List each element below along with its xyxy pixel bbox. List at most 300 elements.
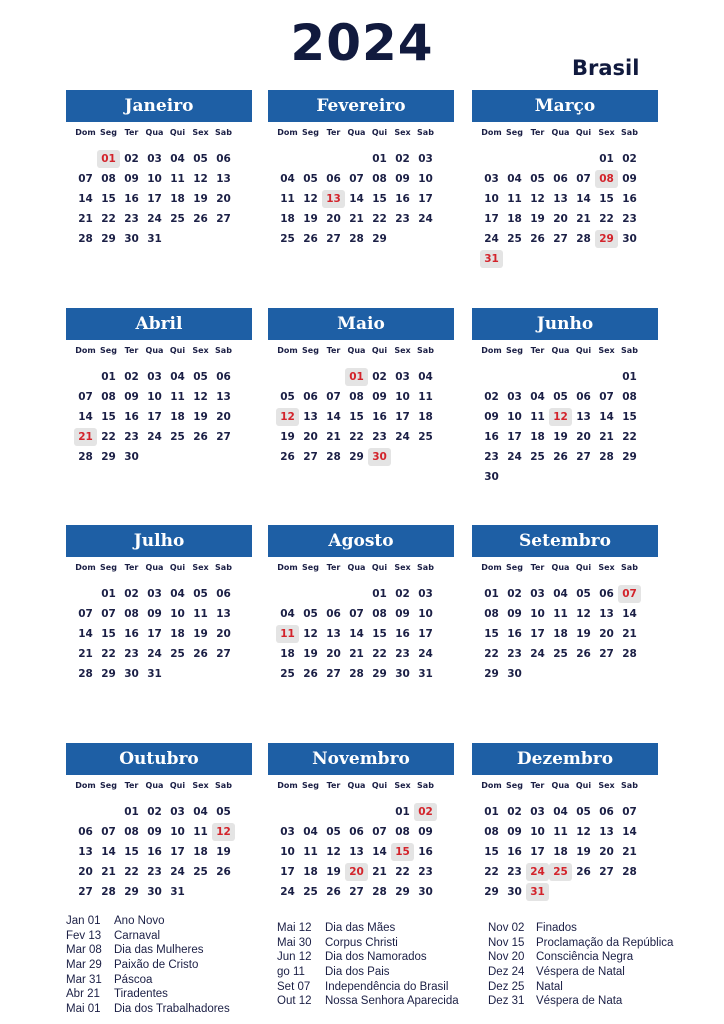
day-cell: 21 bbox=[326, 431, 341, 443]
day-cell: 06 bbox=[303, 391, 318, 403]
empty-day-cell bbox=[595, 250, 618, 268]
day-cell: 07 bbox=[576, 173, 591, 185]
holiday-name: Véspera de Natal bbox=[536, 966, 625, 979]
week-row bbox=[74, 644, 252, 664]
day-cell: 13 bbox=[303, 411, 318, 423]
week-row bbox=[74, 229, 252, 249]
holiday-entry bbox=[66, 943, 230, 958]
day-cell: 04 bbox=[280, 173, 295, 185]
day-cell: 30 bbox=[622, 233, 637, 245]
weekday-label: Qua bbox=[347, 781, 366, 790]
week-row bbox=[74, 447, 252, 467]
day-cell: 18 bbox=[303, 866, 318, 878]
empty-day-cell bbox=[618, 665, 641, 683]
weekday-label: Qui bbox=[575, 781, 592, 790]
weekday-label: Qua bbox=[551, 346, 570, 355]
day-cell: 06 bbox=[216, 153, 231, 165]
day-cell: 02 bbox=[124, 153, 139, 165]
weekday-label: Dom bbox=[75, 563, 96, 572]
day-cell: 11 bbox=[418, 391, 433, 403]
day-cell: 08 bbox=[372, 608, 387, 620]
day-cell: 23 bbox=[395, 648, 410, 660]
week-row bbox=[480, 209, 658, 229]
day-cell: 11 bbox=[553, 826, 568, 838]
day-cell: 10 bbox=[418, 608, 433, 620]
day-cell: 09 bbox=[124, 173, 139, 185]
day-cell: 19 bbox=[576, 628, 591, 640]
day-cell: 27 bbox=[216, 213, 231, 225]
weekday-label: Ter bbox=[124, 563, 139, 572]
day-cell: 20 bbox=[599, 628, 614, 640]
day-cell: 21 bbox=[599, 431, 614, 443]
week-row bbox=[480, 407, 658, 427]
empty-day-cell bbox=[212, 448, 235, 466]
day-cell: 18 bbox=[280, 648, 295, 660]
day-cell: 03 bbox=[530, 806, 545, 818]
week-row bbox=[480, 842, 658, 862]
day-cell: 10 bbox=[418, 173, 433, 185]
day-cell: 17 bbox=[418, 193, 433, 205]
day-cell: 05 bbox=[193, 153, 208, 165]
day-cell: 27 bbox=[326, 233, 341, 245]
week-row bbox=[74, 407, 252, 427]
empty-day-cell bbox=[414, 448, 437, 466]
weekday-label: Qui bbox=[169, 563, 186, 572]
day-cell: 16 bbox=[124, 628, 139, 640]
day-cell: 04 bbox=[418, 371, 433, 383]
day-cell: 26 bbox=[193, 648, 208, 660]
day-cell: 22 bbox=[484, 866, 499, 878]
day-cell: 18 bbox=[170, 193, 185, 205]
day-cell: 02 bbox=[372, 371, 387, 383]
day-cell: 13 bbox=[216, 608, 231, 620]
holiday-name: Dia dos Pais bbox=[325, 966, 390, 979]
day-cell: 07 bbox=[599, 391, 614, 403]
week-row bbox=[480, 802, 658, 822]
day-cell: 20 bbox=[78, 866, 93, 878]
weekday-label: Ter bbox=[530, 128, 545, 137]
day-cell: 01 bbox=[101, 588, 116, 600]
day-cell: 18 bbox=[553, 628, 568, 640]
day-cell: 03 bbox=[147, 371, 162, 383]
day-cell: 13 bbox=[599, 608, 614, 620]
holiday-date: Nov 15 bbox=[488, 936, 525, 949]
day-cell: 06 bbox=[326, 608, 341, 620]
day-cell: 09 bbox=[622, 173, 637, 185]
day-cell: 22 bbox=[101, 213, 116, 225]
weekday-label: Qua bbox=[145, 563, 164, 572]
empty-day-cell bbox=[391, 448, 414, 466]
day-cell: 04 bbox=[530, 391, 545, 403]
week-row bbox=[276, 644, 454, 664]
holiday-date: Mai 30 bbox=[277, 936, 312, 949]
year-title: 2024 bbox=[290, 14, 434, 72]
day-cell: 09 bbox=[418, 826, 433, 838]
weekday-label: Seg bbox=[100, 781, 117, 790]
holiday-day-cell: 24 bbox=[526, 863, 549, 881]
week-row bbox=[276, 367, 454, 387]
weekday-label: Sab bbox=[215, 128, 232, 137]
week-row bbox=[74, 189, 252, 209]
day-cell: 09 bbox=[507, 608, 522, 620]
day-cell: 01 bbox=[372, 588, 387, 600]
day-cell: 19 bbox=[303, 648, 318, 660]
day-cell: 01 bbox=[372, 153, 387, 165]
day-cell: 08 bbox=[349, 391, 364, 403]
day-cell: 12 bbox=[193, 173, 208, 185]
day-cell: 12 bbox=[193, 391, 208, 403]
weekday-label: Seg bbox=[506, 128, 523, 137]
weekday-label: Ter bbox=[326, 563, 341, 572]
weekday-label: Qua bbox=[145, 781, 164, 790]
week-row bbox=[74, 149, 252, 169]
week-row bbox=[74, 842, 252, 862]
empty-day-cell bbox=[345, 150, 368, 168]
holiday-column bbox=[277, 921, 459, 1009]
day-cell: 29 bbox=[101, 233, 116, 245]
day-cell: 06 bbox=[78, 826, 93, 838]
empty-day-cell bbox=[572, 250, 595, 268]
weekday-label: Sex bbox=[598, 128, 615, 137]
day-cell: 29 bbox=[484, 886, 499, 898]
day-cell: 29 bbox=[101, 451, 116, 463]
day-cell: 09 bbox=[372, 391, 387, 403]
holiday-day-cell: 12 bbox=[276, 408, 299, 426]
weekday-header-row bbox=[276, 781, 454, 795]
day-cell: 27 bbox=[216, 431, 231, 443]
month-maio bbox=[268, 308, 454, 467]
day-cell: 16 bbox=[418, 846, 433, 858]
day-cell: 09 bbox=[147, 608, 162, 620]
week-row bbox=[74, 209, 252, 229]
day-cell: 13 bbox=[349, 846, 364, 858]
holiday-name: Finados bbox=[536, 922, 577, 934]
empty-day-cell bbox=[526, 368, 549, 386]
holiday-name: Nossa Senhora Aparecida bbox=[325, 995, 459, 1008]
weekday-label: Dom bbox=[75, 128, 96, 137]
month-agosto bbox=[268, 525, 454, 684]
weekday-label: Seg bbox=[302, 781, 319, 790]
day-cell: 23 bbox=[622, 213, 637, 225]
weekday-label: Sab bbox=[417, 781, 434, 790]
day-cell: 02 bbox=[507, 806, 522, 818]
day-cell: 15 bbox=[372, 193, 387, 205]
empty-day-cell bbox=[503, 150, 526, 168]
holiday-date: Nov 20 bbox=[488, 951, 525, 964]
month-header: Novembro bbox=[268, 743, 454, 775]
empty-day-cell bbox=[572, 883, 595, 901]
month-fevereiro bbox=[268, 90, 454, 249]
day-cell: 09 bbox=[395, 608, 410, 620]
weekday-label: Sab bbox=[621, 128, 638, 137]
holiday-name: Véspera de Nata bbox=[536, 995, 623, 1008]
day-cell: 02 bbox=[395, 153, 410, 165]
month-header: Março bbox=[472, 90, 658, 122]
week-row bbox=[480, 447, 658, 467]
weekday-label: Dom bbox=[277, 781, 298, 790]
weekday-label: Qua bbox=[347, 563, 366, 572]
empty-day-cell bbox=[549, 665, 572, 683]
day-cell: 28 bbox=[576, 233, 591, 245]
week-row bbox=[480, 467, 658, 487]
day-cell: 15 bbox=[599, 193, 614, 205]
week-row bbox=[480, 387, 658, 407]
empty-day-cell bbox=[595, 883, 618, 901]
day-cell: 11 bbox=[170, 173, 185, 185]
weekday-label: Qui bbox=[169, 781, 186, 790]
week-row bbox=[74, 604, 252, 624]
day-cell: 15 bbox=[484, 846, 499, 858]
day-cell: 19 bbox=[193, 628, 208, 640]
weekday-label: Sex bbox=[598, 563, 615, 572]
holiday-column bbox=[66, 914, 230, 1017]
holiday-column bbox=[488, 921, 673, 1009]
week-row bbox=[276, 189, 454, 209]
weekday-header-row bbox=[74, 781, 252, 795]
empty-day-cell bbox=[322, 585, 345, 603]
day-cell: 08 bbox=[484, 608, 499, 620]
weekday-label: Sex bbox=[394, 563, 411, 572]
day-cell: 07 bbox=[622, 806, 637, 818]
week-row bbox=[74, 822, 252, 842]
holiday-day-cell: 11 bbox=[276, 625, 299, 643]
week-row bbox=[480, 644, 658, 664]
holiday-entry bbox=[277, 921, 459, 936]
week-row bbox=[480, 367, 658, 387]
day-cell: 25 bbox=[303, 886, 318, 898]
holiday-date: Mai 12 bbox=[277, 922, 312, 934]
day-cell: 11 bbox=[193, 608, 208, 620]
weekday-header-row bbox=[276, 128, 454, 142]
month-julho bbox=[66, 525, 252, 684]
day-cell: 16 bbox=[484, 431, 499, 443]
weekday-label: Dom bbox=[277, 563, 298, 572]
empty-day-cell bbox=[503, 250, 526, 268]
empty-day-cell bbox=[189, 448, 212, 466]
week-row bbox=[276, 664, 454, 684]
holiday-name: Dia das Mulheres bbox=[114, 944, 204, 957]
day-cell: 03 bbox=[418, 588, 433, 600]
holiday-name: Páscoa bbox=[114, 973, 153, 986]
day-cell: 27 bbox=[78, 886, 93, 898]
weekday-label: Qui bbox=[371, 563, 388, 572]
day-cell: 22 bbox=[124, 866, 139, 878]
day-cell: 31 bbox=[418, 668, 433, 680]
day-cell: 02 bbox=[124, 588, 139, 600]
week-row bbox=[480, 149, 658, 169]
day-cell: 10 bbox=[147, 173, 162, 185]
weekday-label: Dom bbox=[481, 346, 502, 355]
day-cell: 14 bbox=[576, 193, 591, 205]
day-cell: 05 bbox=[216, 806, 231, 818]
day-cell: 13 bbox=[216, 173, 231, 185]
day-cell: 12 bbox=[303, 628, 318, 640]
week-row bbox=[480, 664, 658, 684]
day-cell: 13 bbox=[216, 391, 231, 403]
weekday-label: Qui bbox=[169, 128, 186, 137]
day-cell: 16 bbox=[124, 193, 139, 205]
weekday-label: Qua bbox=[347, 346, 366, 355]
holiday-date: Jun 12 bbox=[277, 951, 312, 964]
day-cell: 12 bbox=[530, 193, 545, 205]
day-cell: 22 bbox=[372, 213, 387, 225]
empty-day-cell bbox=[189, 883, 212, 901]
day-cell: 03 bbox=[147, 588, 162, 600]
weekday-label: Seg bbox=[302, 346, 319, 355]
day-cell: 22 bbox=[599, 213, 614, 225]
holiday-date: Mar 08 bbox=[66, 944, 102, 957]
day-cell: 01 bbox=[124, 806, 139, 818]
empty-day-cell bbox=[572, 368, 595, 386]
empty-day-cell bbox=[618, 883, 641, 901]
holiday-date: Mar 29 bbox=[66, 959, 102, 972]
day-cell: 20 bbox=[303, 431, 318, 443]
day-cell: 13 bbox=[553, 193, 568, 205]
weekday-header-row bbox=[276, 563, 454, 577]
day-cell: 14 bbox=[349, 193, 364, 205]
day-cell: 19 bbox=[280, 431, 295, 443]
empty-day-cell bbox=[595, 665, 618, 683]
day-cell: 16 bbox=[622, 193, 637, 205]
empty-day-cell bbox=[503, 468, 526, 486]
weekday-label: Qua bbox=[145, 128, 164, 137]
empty-day-cell bbox=[549, 368, 572, 386]
day-cell: 27 bbox=[303, 451, 318, 463]
holiday-name: Dia das Mães bbox=[325, 922, 396, 934]
month-dezembro bbox=[472, 743, 658, 902]
day-cell: 18 bbox=[507, 213, 522, 225]
day-cell: 27 bbox=[599, 648, 614, 660]
weekday-label: Dom bbox=[481, 563, 502, 572]
holiday-date: Jan 01 bbox=[66, 915, 101, 927]
month-abril bbox=[66, 308, 252, 467]
day-cell: 29 bbox=[101, 668, 116, 680]
day-cell: 18 bbox=[170, 411, 185, 423]
day-cell: 17 bbox=[395, 411, 410, 423]
weekday-label: Ter bbox=[326, 781, 341, 790]
day-cell: 05 bbox=[193, 371, 208, 383]
holiday-date: Mar 31 bbox=[66, 973, 102, 986]
day-cell: 22 bbox=[622, 431, 637, 443]
empty-day-cell bbox=[299, 368, 322, 386]
holiday-entry bbox=[277, 965, 459, 980]
weekday-header-row bbox=[480, 781, 658, 795]
day-cell: 07 bbox=[101, 608, 116, 620]
month-header: Junho bbox=[472, 308, 658, 340]
holiday-date: Mai 01 bbox=[66, 1003, 101, 1016]
month-janeiro bbox=[66, 90, 252, 249]
day-cell: 23 bbox=[484, 451, 499, 463]
day-cell: 23 bbox=[418, 866, 433, 878]
day-cell: 19 bbox=[530, 213, 545, 225]
holiday-date: Nov 02 bbox=[488, 922, 525, 934]
week-row bbox=[276, 862, 454, 882]
week-row bbox=[480, 822, 658, 842]
weekday-label: Sab bbox=[417, 346, 434, 355]
day-cell: 06 bbox=[349, 826, 364, 838]
day-cell: 05 bbox=[193, 588, 208, 600]
day-cell: 22 bbox=[349, 431, 364, 443]
day-cell: 08 bbox=[101, 391, 116, 403]
empty-day-cell bbox=[322, 803, 345, 821]
holiday-day-cell: 01 bbox=[345, 368, 368, 386]
weekday-label: Ter bbox=[530, 563, 545, 572]
empty-day-cell bbox=[549, 250, 572, 268]
empty-day-cell bbox=[572, 665, 595, 683]
day-cell: 23 bbox=[372, 431, 387, 443]
day-cell: 14 bbox=[78, 411, 93, 423]
month-setembro bbox=[472, 525, 658, 684]
day-cell: 14 bbox=[326, 411, 341, 423]
day-cell: 17 bbox=[147, 628, 162, 640]
day-cell: 21 bbox=[78, 213, 93, 225]
empty-day-cell bbox=[322, 368, 345, 386]
day-cell: 24 bbox=[507, 451, 522, 463]
day-cell: 18 bbox=[193, 846, 208, 858]
week-row bbox=[74, 427, 252, 447]
empty-day-cell bbox=[549, 468, 572, 486]
day-cell: 29 bbox=[372, 233, 387, 245]
day-cell: 17 bbox=[507, 431, 522, 443]
day-cell: 14 bbox=[101, 846, 116, 858]
day-cell: 20 bbox=[553, 213, 568, 225]
empty-day-cell bbox=[572, 468, 595, 486]
day-cell: 16 bbox=[395, 193, 410, 205]
day-cell: 12 bbox=[576, 608, 591, 620]
day-cell: 22 bbox=[484, 648, 499, 660]
day-cell: 08 bbox=[372, 173, 387, 185]
holiday-name: Natal bbox=[536, 980, 563, 993]
day-cell: 08 bbox=[101, 173, 116, 185]
weekday-label: Sex bbox=[598, 346, 615, 355]
day-cell: 25 bbox=[193, 866, 208, 878]
empty-day-cell bbox=[595, 468, 618, 486]
day-cell: 25 bbox=[507, 233, 522, 245]
day-cell: 26 bbox=[193, 213, 208, 225]
day-cell: 28 bbox=[326, 451, 341, 463]
day-cell: 06 bbox=[216, 371, 231, 383]
day-cell: 05 bbox=[576, 588, 591, 600]
day-cell: 25 bbox=[170, 648, 185, 660]
day-cell: 08 bbox=[124, 608, 139, 620]
holiday-name: Corpus Christi bbox=[325, 936, 398, 949]
month-março bbox=[472, 90, 658, 269]
day-cell: 20 bbox=[216, 193, 231, 205]
day-cell: 03 bbox=[170, 806, 185, 818]
holiday-name: Paixão de Cristo bbox=[114, 959, 199, 972]
day-cell: 19 bbox=[193, 193, 208, 205]
week-row bbox=[74, 862, 252, 882]
day-cell: 26 bbox=[280, 451, 295, 463]
day-cell: 25 bbox=[170, 431, 185, 443]
empty-day-cell bbox=[618, 250, 641, 268]
weekday-label: Sex bbox=[394, 781, 411, 790]
day-cell: 24 bbox=[170, 866, 185, 878]
day-cell: 30 bbox=[507, 668, 522, 680]
weekday-label: Sex bbox=[394, 128, 411, 137]
holiday-date: Dez 25 bbox=[488, 980, 525, 993]
holiday-name: Dia dos Namorados bbox=[325, 951, 427, 964]
day-cell: 07 bbox=[326, 391, 341, 403]
holiday-day-cell: 30 bbox=[368, 448, 391, 466]
day-cell: 16 bbox=[507, 846, 522, 858]
day-cell: 26 bbox=[576, 648, 591, 660]
month-header: Agosto bbox=[268, 525, 454, 557]
holiday-date: Fev 13 bbox=[66, 929, 102, 942]
weekday-label: Dom bbox=[481, 128, 502, 137]
day-cell: 29 bbox=[349, 451, 364, 463]
empty-day-cell bbox=[212, 230, 235, 248]
